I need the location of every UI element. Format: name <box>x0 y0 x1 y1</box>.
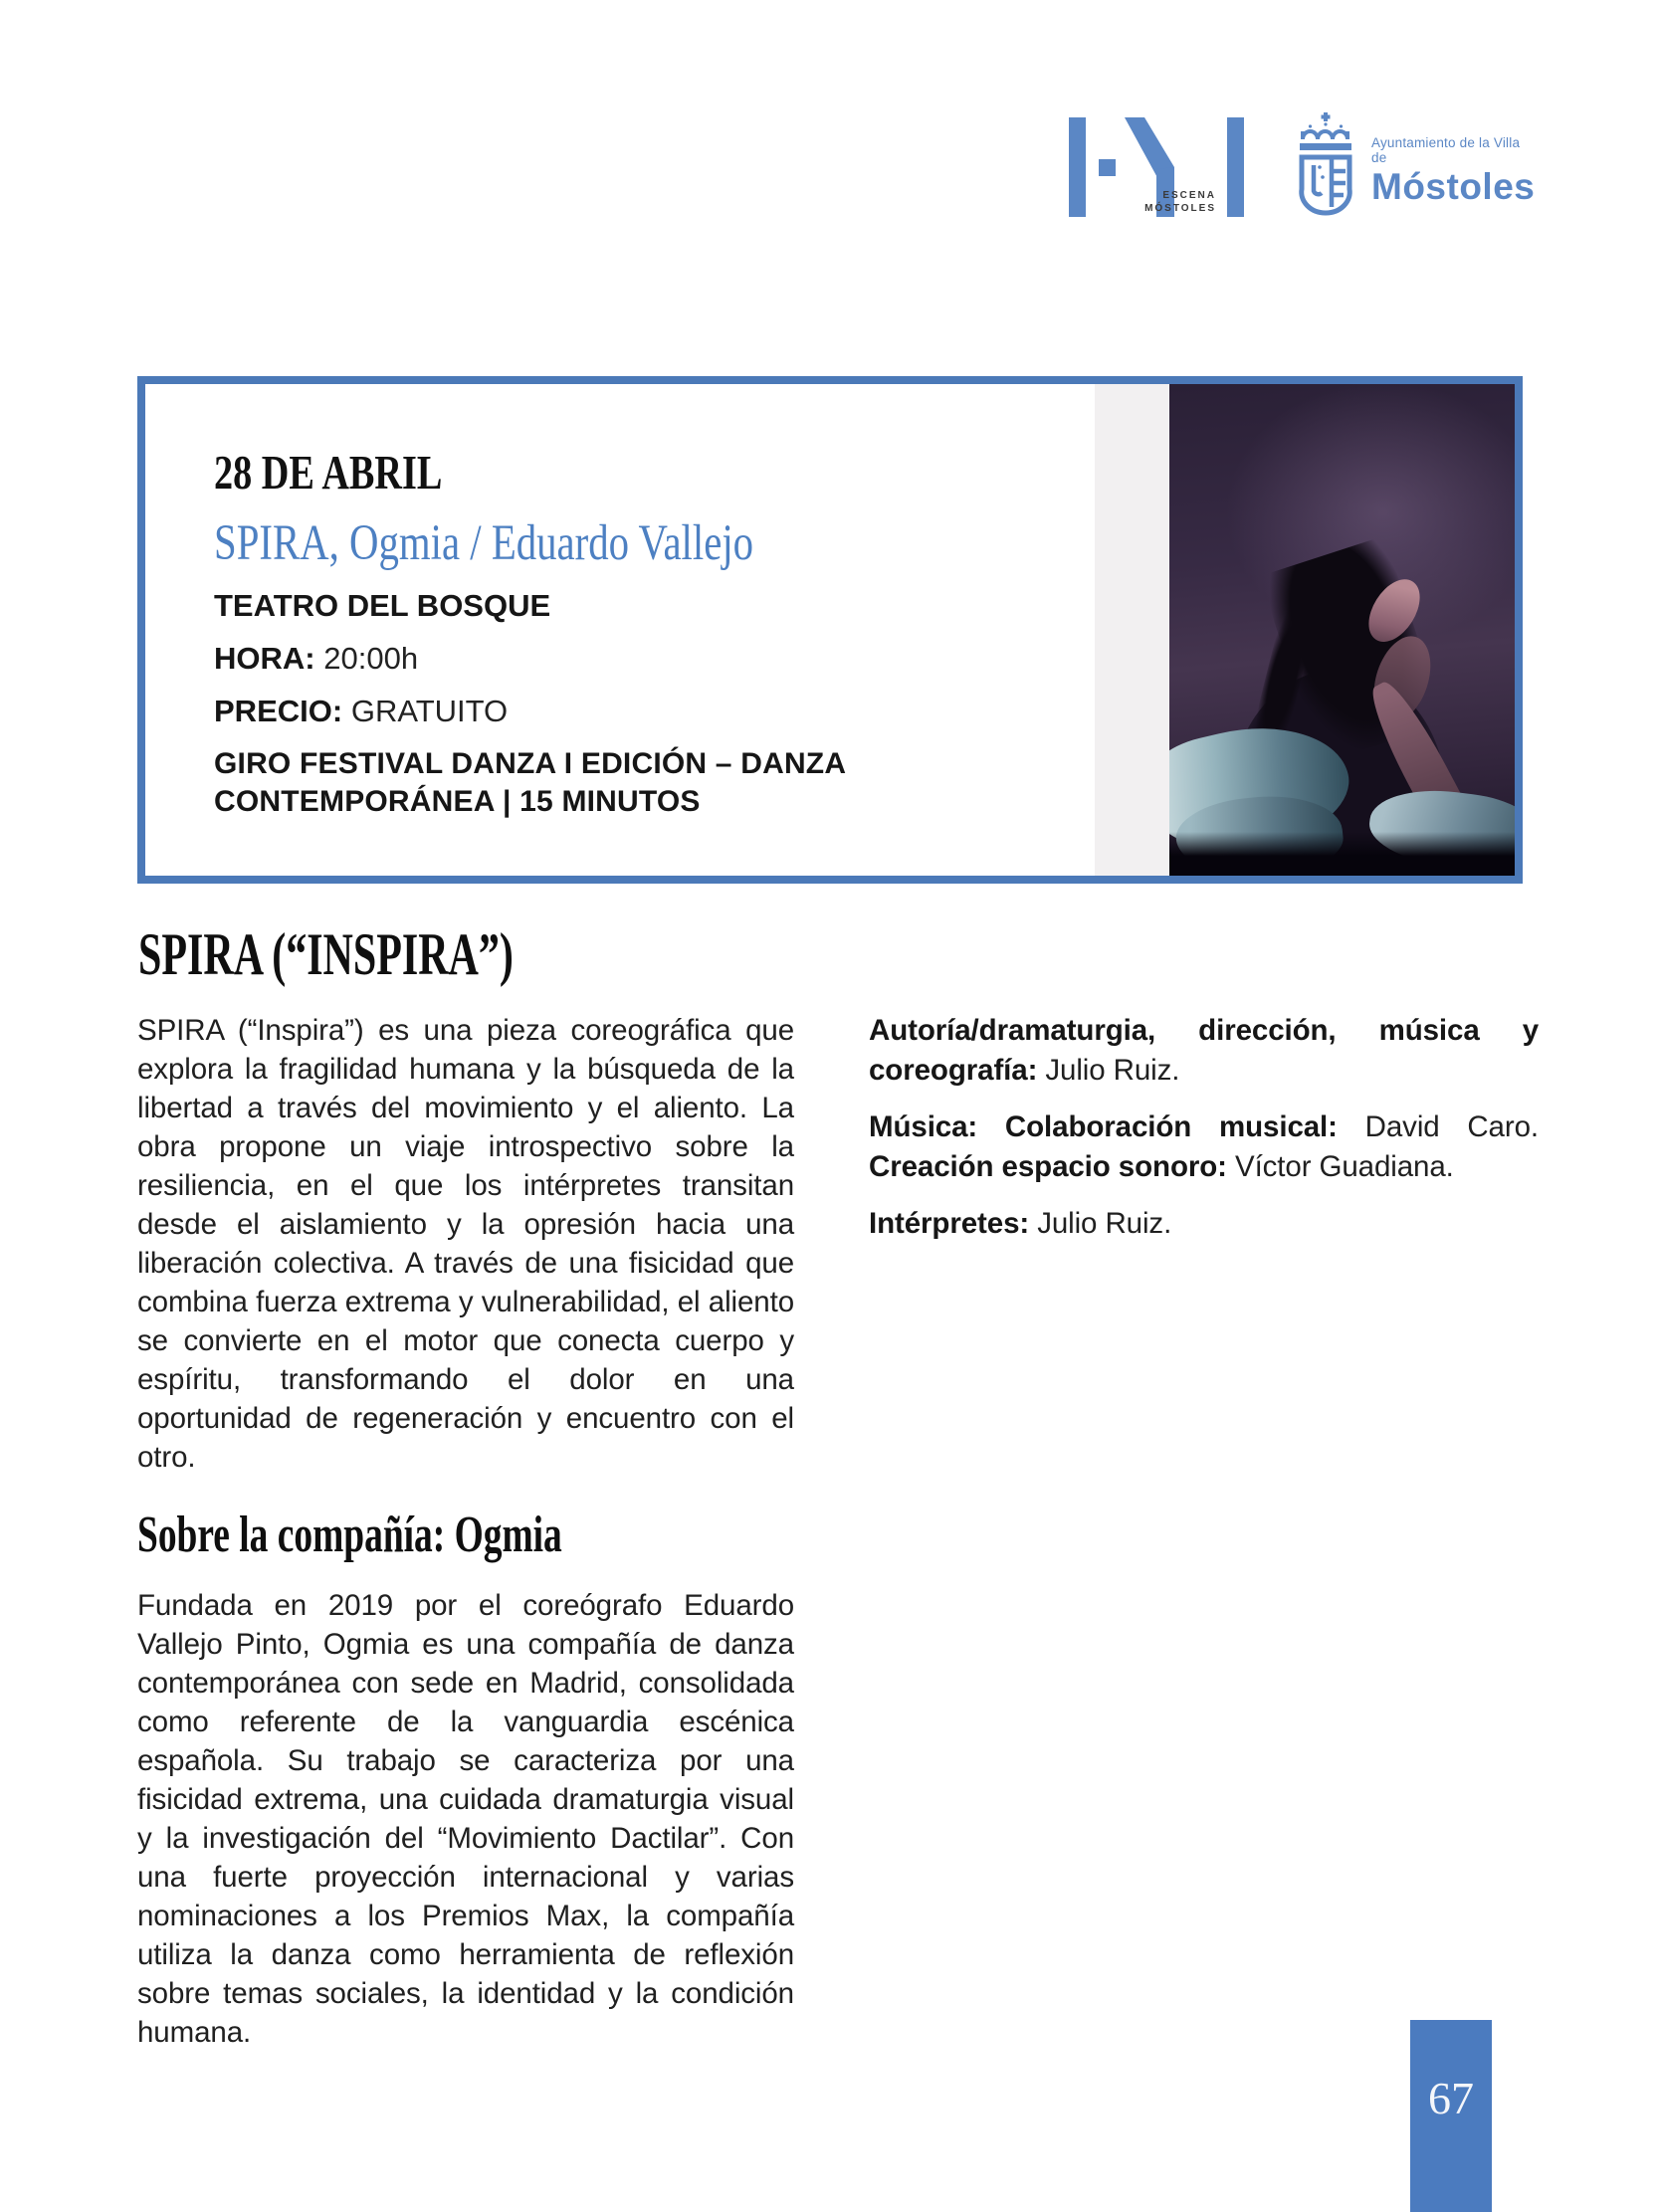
event-photo <box>1169 384 1515 876</box>
event-time-row <box>214 640 1080 678</box>
event-date: 28 DE ABRIL <box>214 445 443 500</box>
page-number-box <box>1410 2020 1492 2212</box>
card-divider-strip <box>1095 384 1169 876</box>
city-logo-line1: Ayuntamiento de la Villa de <box>1371 135 1521 165</box>
credit-paragraph: Autoría/dramaturgia, dirección, música y coreografía: Julio Ruiz. <box>869 1014 1539 1087</box>
escena-mostoles-logo-text <box>1144 189 1216 215</box>
time-value: 20:00h <box>323 641 419 676</box>
event-title: SPIRA, Ogmia / Eduardo Vallejo <box>214 515 754 571</box>
page-number: 67 <box>1428 2073 1474 2123</box>
header-logos <box>1069 111 1536 223</box>
event-card <box>137 376 1523 884</box>
left-column <box>137 1011 794 2052</box>
event-info <box>214 446 1080 821</box>
event-price-row <box>214 693 1080 730</box>
credit-paragraph: Música: Colaboración musical: David Caro. Creación espacio sonoro: Víctor Guadiana. <box>869 1110 1539 1183</box>
price-label: PRECIO: <box>214 694 343 728</box>
city-logo-line2: Móstoles <box>1371 166 1536 207</box>
piece-description: SPIRA (“Inspira”) es una pieza coreográfica que explora la fragilidad humana y la búsqueda de la libertad a través del movimiento y el aliento. La obra propone un viaje introspectivo sobre la resiliencia, en el que los intérpretes transitan desde el aislamiento y la opresión hacia una liberación colectiva. A través de una fisicidad que combina fuerza extrema y vulnerabilidad, el aliento se convierte en el motor que conecta cuerpo y espíritu, transformando el dolor en una oportunidad de regeneración y encuentro con el otro. <box>137 1014 794 1474</box>
photo-bottom-shadow <box>1169 832 1515 876</box>
credit-paragraph: Intérpretes: Julio Ruiz. <box>869 1207 1172 1240</box>
escena-logo-line1: ESCENA <box>1162 190 1216 201</box>
event-venue: TEATRO DEL BOSQUE <box>214 588 551 623</box>
mostoles-shield-icon <box>1294 111 1357 217</box>
piece-heading: SPIRA (“INSPIRA”) <box>138 921 514 987</box>
company-description: Fundada en 2019 por el coreógrafo Eduardo Vallejo Pinto, Ogmia es una compañía de danza contemporánea con sede en Madrid, consolidada como referente de la vanguardia escénica española. Su trabajo se caracteriza por una fisicidad extrema, una cuidada dramaturgia visual y la investigación del “Movimiento Dactilar”. Con una fuerte proyección internacional y varias nominaciones a los Premios Max, la compañía utiliza la danza como herramienta de reflexión sobre temas sociales, la identidad y la condición humana. <box>137 1589 794 2049</box>
escena-logo-line2: MÓSTOLES <box>1144 203 1216 214</box>
company-heading: Sobre la compañía: Ogmia <box>137 1507 562 1563</box>
escena-mostoles-logo <box>1069 117 1244 217</box>
mostoles-city-logo <box>1294 111 1536 223</box>
price-value: GRATUITO <box>350 694 509 728</box>
credits-column <box>869 1011 1539 1261</box>
mostoles-logo-text <box>1371 135 1535 208</box>
time-label: HORA: <box>214 641 315 676</box>
event-festival-note: GIRO FESTIVAL DANZA I EDICIÓN – DANZA CONTEMPORÁNEA | 15 MINUTOS <box>214 747 846 818</box>
